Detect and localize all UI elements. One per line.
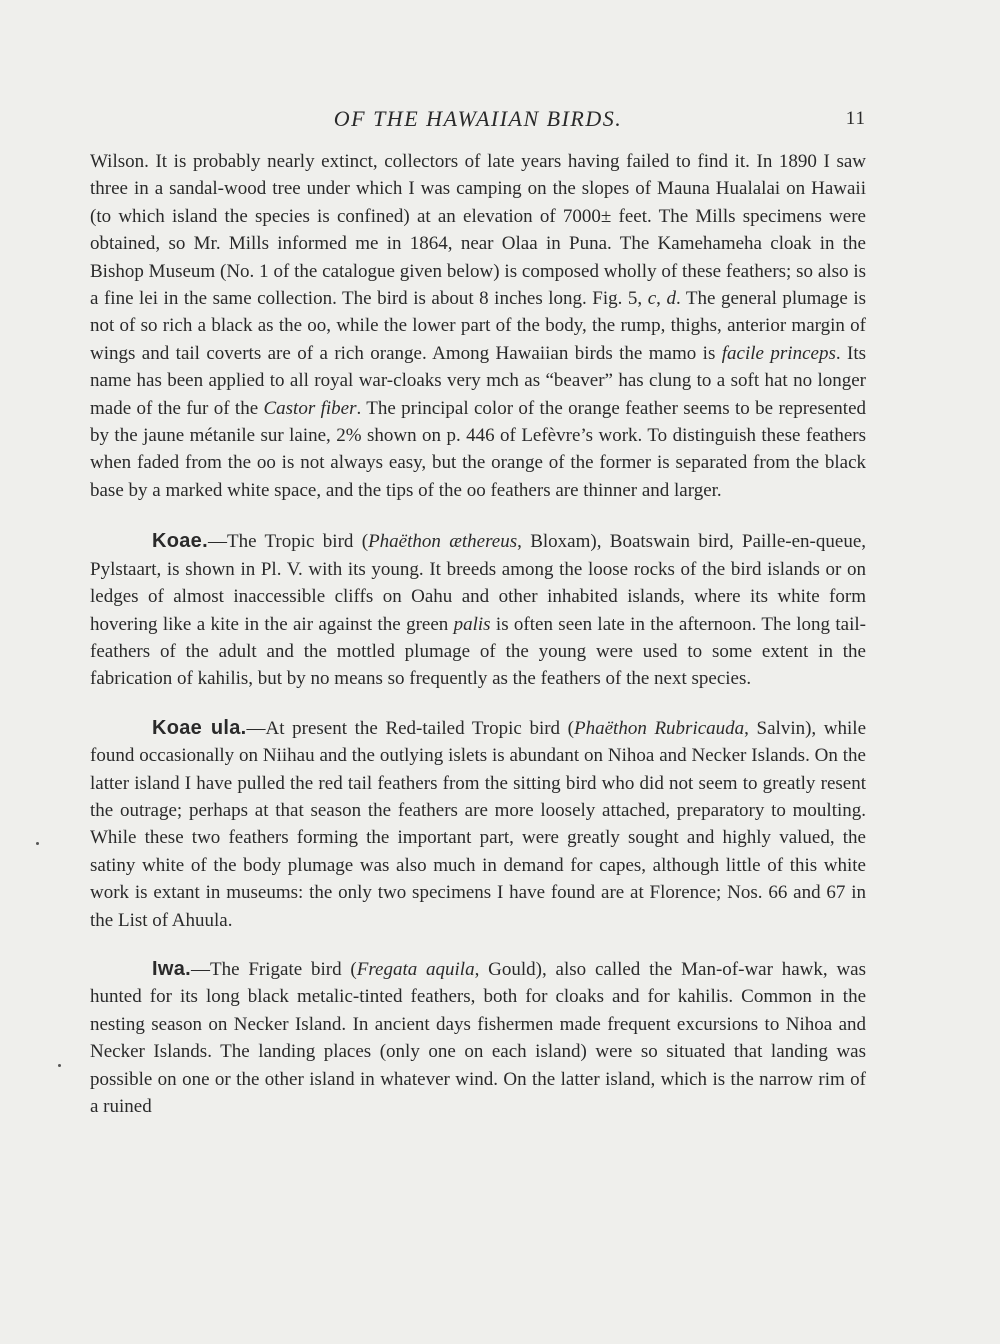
running-head	[90, 106, 866, 136]
body-text	[90, 148, 866, 1120]
figure-ref-d: d	[666, 288, 676, 310]
text-run: —At present the Red-tailed Tropic bird (	[246, 717, 575, 739]
scientific-name: Phaëthon Rubricauda	[574, 717, 745, 739]
italic-phrase-facile-princeps: facile princeps	[721, 342, 836, 364]
figure-ref-c: c	[647, 288, 657, 310]
text-run: . The general plumage is not of so rich a black as the oo, while the lower part of the body, the rump, thighs, anterior margin of wings and tail coverts are of a rich orange. Among Hawaiian birds the mamo is	[90, 288, 866, 364]
paragraph-mamo-continued	[90, 148, 866, 504]
text-run: . Its name has been applied to all royal war-cloaks very mch as “beaver” has clung to a soft hat no longer made of the fur of the	[90, 342, 867, 419]
paragraph-koae	[90, 528, 866, 692]
paragraph-iwa	[90, 956, 866, 1120]
page-number: 11	[845, 108, 866, 129]
scientific-name: Phaëthon æthereus	[368, 531, 518, 553]
text-run: Wilson. It is probably nearly extinct, collectors of late years having failed to find it. In 1890 I saw three in a sandal-wood tree under which I was camping on the slopes of Mauna Hualalai on Hawaii (to which island the species is confined) at an elevation of 7000± feet. The Mills specimens were obtained, so Mr. Mills informed me in 1864, near Olaa in Puna. The Kamehameha cloak in the Bishop Museum (No. 1 of the catalogue given below) is composed wholly of these feathers; so also is a fine lei in the same collection. The bird is about 8 inches long. Fig. 5,	[90, 151, 866, 310]
text-run: , Gould), also called the Man-of-war hawk, was hunted for its long black metalic-tinted feathers, both for cloaks and for kahilis. Common in the nesting season on Necker Island. In ancient days fishermen made frequent excursions to Nihoa and Necker Islands. The landing places (only one on each island) were so situated that landing was possible on one or the other island in whatever wind. On the latter island, which is the narrow rim of a ruined	[90, 958, 866, 1117]
entry-heading-koae-ula: Koae ula.	[152, 716, 247, 739]
italic-phrase-castor-fiber: Castor fiber	[263, 397, 357, 419]
text-run: —The Tropic bird (	[207, 531, 369, 553]
text-run: , Bloxam), Boatswain bird, Paille-en-queue, Pylstaart, is shown in Pl. V. with its young. It breeds among the loose rocks of the bird islands or on ledges of almost inaccessible cliffs on Oahu and other inhabited islands, where its white form hovering like a kite in the air against the green	[90, 531, 867, 635]
text-run: —The Frigate bird (	[191, 958, 357, 980]
text-run: , Salvin), while found occasionally on Niihau and the outlying islets is abundant on Nihoa and Necker Islands. On the latter island I have pulled the red tail feathers from the sitting bird who did not seem to greatly resent the outrage; perhaps at that season the feathers are more loosely attached, preparatory to moulting. While these two feathers forming the important part, were greatly sought and highly valued, the satiny white of the body plumage was also much in demand for capes, although little of this white work is extant in museums: the only two specimens I have found are at Florence; Nos. 66 and 67 in the List of Ahuula.	[90, 717, 867, 931]
scientific-name: Fregata aquila	[356, 958, 475, 980]
text-run: is often seen late in the afternoon. The long tail-feathers of the adult and the mottled plumage of the young were used to some extent in the fabrication of kahilis, but by no means so frequently as the feathers of the next species.	[90, 613, 866, 690]
paper-speck	[36, 842, 39, 845]
paper-speck	[58, 1064, 61, 1067]
entry-heading-iwa: Iwa.	[152, 957, 191, 980]
entry-heading-koae: Koae.	[152, 530, 208, 553]
text-run: ,	[656, 288, 667, 310]
paragraph-koae-ula	[90, 715, 866, 934]
italic-word-palis: palis	[453, 613, 491, 635]
running-title: OF THE HAWAIIAN BIRDS.	[333, 106, 623, 131]
text-run: . The principal color of the orange feather seems to be represented by the jaune métanile sur laine, 2% shown on p. 446 of Lefèvre’s work. To distinguish these feathers when faded from the oo is not always easy, but the orange of the former is separated from the black base by a marked white space, and the tips of the oo feathers are thinner and larger.	[90, 397, 867, 501]
